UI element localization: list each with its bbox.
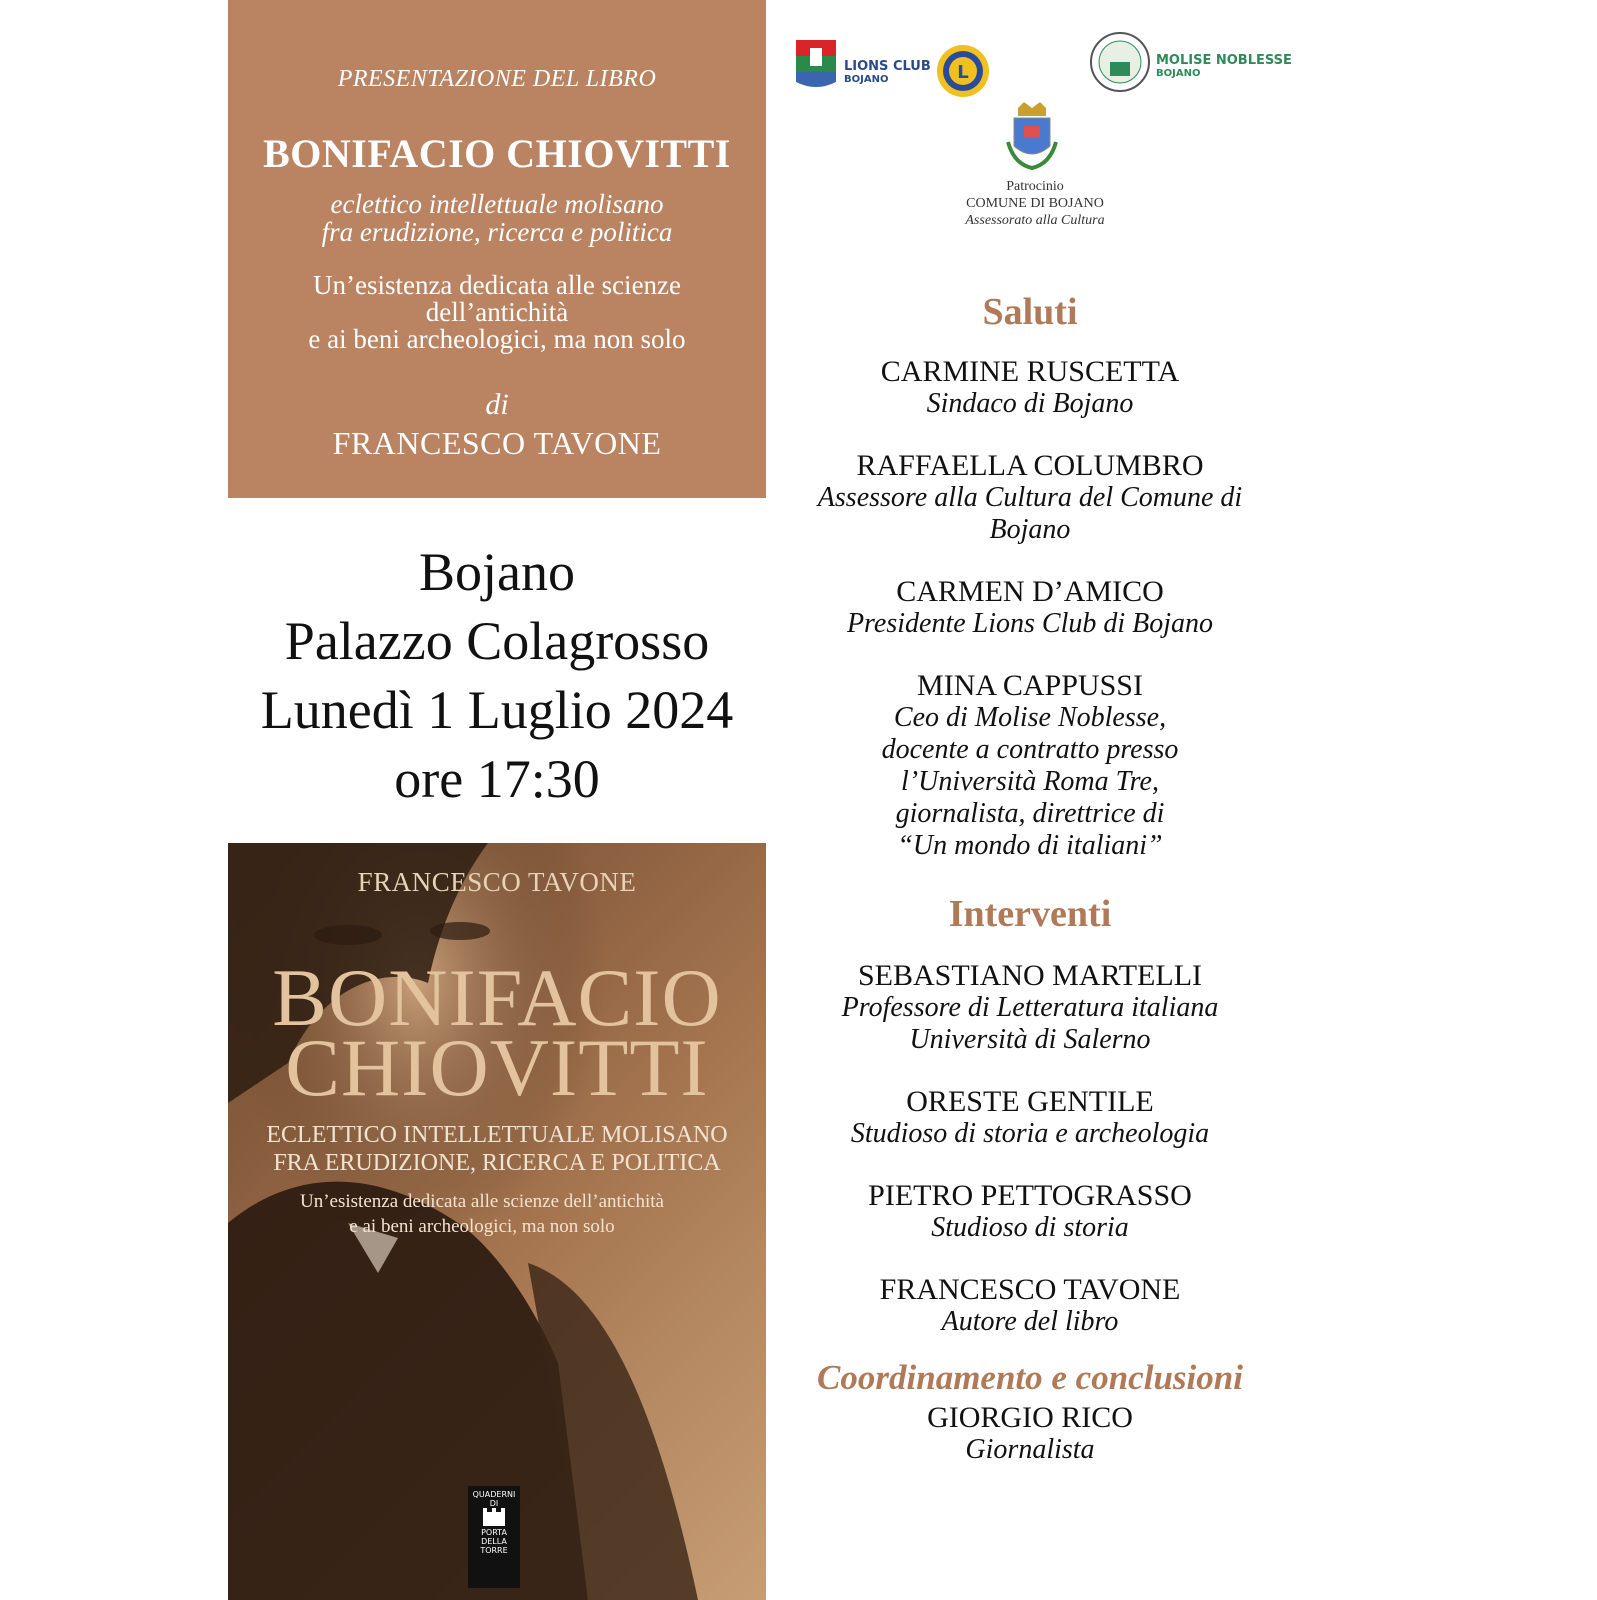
comune-name: COMUNE DI BOJANO (966, 196, 1104, 211)
speaker-role: Bojano (989, 514, 1071, 545)
program (780, 290, 1280, 1466)
cover-subtitle-line: ECLETTICO INTELLETTUALE MOLISANO (266, 1122, 728, 1148)
speaker-role: Autore del libro (941, 1306, 1119, 1337)
speaker-role: Università di Salerno (909, 1024, 1151, 1055)
speaker-entry (780, 1180, 1280, 1244)
book-author: FRANCESCO TAVONE (332, 425, 662, 461)
publisher-line: TORRE (480, 1546, 508, 1555)
speaker-name: RAFFAELLA COLUMBRO (856, 449, 1204, 482)
bojano-flag-icon (796, 38, 840, 90)
patrocinio-label: Patrocinio (1006, 179, 1064, 194)
assessorato-label: Assessorato alla Cultura (965, 213, 1105, 228)
publisher-line: PORTA (481, 1528, 507, 1537)
speaker-entry (780, 576, 1280, 640)
speaker-name: SEBASTIANO MARTELLI (857, 959, 1203, 992)
subtitle-line: fra erudizione, ricerca e politica (321, 217, 673, 247)
event-date: Lunedì 1 Luglio 2024 (260, 680, 734, 740)
speaker-role: Studioso di storia (931, 1212, 1129, 1243)
lions-club-text: LIONS CLUB (844, 59, 931, 74)
event-place: Bojano (419, 542, 575, 602)
speaker-role: docente a contratto presso (881, 734, 1179, 765)
description-line: Un’esistenza dedicata alle scienze (312, 270, 682, 300)
cover-author: FRANCESCO TAVONE (357, 867, 637, 897)
book-presentation-box (228, 0, 766, 498)
comune-coat-of-arms-icon (1006, 102, 1058, 172)
by-label: di (485, 388, 509, 421)
cover-description-line: Un’esistenza dedicata alle scienze dell’antichità (300, 1191, 664, 1212)
speaker-role: Giornalista (965, 1434, 1095, 1465)
speaker-entry (780, 356, 1280, 420)
presentation-kicker: PRESENTAZIONE DEL LIBRO (337, 66, 657, 92)
event-time: ore 17:30 (394, 749, 600, 809)
cover-description (258, 1189, 706, 1239)
description-line: e ai beni archeologici, ma non solo (308, 324, 686, 354)
speaker-name: MINA CAPPUSSI (917, 669, 1143, 702)
sponsor-logos (790, 30, 1290, 230)
speaker-entry (780, 670, 1280, 862)
book-cover (228, 843, 766, 1600)
speaker-name: PIETRO PETTOGRASSO (868, 1179, 1192, 1212)
book-description (248, 272, 746, 353)
speaker-role: Ceo di Molise Noblesse, (893, 702, 1167, 733)
speaker-role: l’Università Roma Tre, (901, 766, 1159, 797)
speaker-role: Sindaco di Bojano (926, 388, 1134, 419)
speaker-entry (780, 450, 1280, 546)
event-details (228, 538, 766, 814)
publisher-logo (468, 1486, 520, 1588)
noblesse-crest-icon (1090, 32, 1150, 92)
speaker-entry (780, 1274, 1280, 1338)
svg-text:L: L (957, 62, 969, 83)
speaker-role: Professore di Letteratura italiana (841, 992, 1219, 1023)
publisher-line: DELLA (481, 1537, 507, 1546)
speaker-name: FRANCESCO TAVONE (879, 1273, 1181, 1306)
speaker-name: CARMINE RUSCETTA (880, 355, 1180, 388)
interventi-heading: Interventi (948, 893, 1112, 935)
speaker-role: giornalista, direttrice di (895, 798, 1165, 829)
cover-subtitle (238, 1121, 756, 1177)
speaker-entry (780, 960, 1280, 1056)
tower-icon (479, 1508, 509, 1526)
speaker-name: ORESTE GENTILE (906, 1085, 1154, 1118)
cover-title (228, 952, 766, 1113)
lions-club-city: BOJANO (844, 74, 889, 85)
subtitle-line: eclettico intellettuale molisano (330, 189, 664, 219)
lions-emblem-icon (936, 44, 990, 98)
speaker-name: GIORGIO RICO (927, 1401, 1133, 1434)
noblesse-text: MOLISE NOBLESSE (1156, 53, 1292, 68)
cover-description-line: e ai beni archeologici, ma non solo (349, 1216, 615, 1237)
speaker-role: “Un mondo di italiani” (897, 830, 1163, 861)
description-line: dell’antichità (425, 297, 569, 327)
book-title: BONIFACIO CHIOVITTI (263, 131, 731, 176)
speaker-entry (780, 1086, 1280, 1150)
noblesse-city: BOJANO (1156, 68, 1201, 79)
cover-title-line: CHIOVITTI (285, 1022, 709, 1113)
book-subtitle (228, 190, 766, 246)
coordinamento-heading: Coordinamento e conclusioni (817, 1358, 1243, 1397)
speaker-role: Presidente Lions Club di Bojano (846, 608, 1214, 639)
cover-subtitle-line: FRA ERUDIZIONE, RICERCA E POLITICA (273, 1150, 721, 1176)
patrocinio-block (910, 178, 1160, 229)
speaker-role: Studioso di storia e archeologia (850, 1118, 1210, 1149)
speaker-role: Assessore alla Cultura del Comune di (817, 482, 1243, 513)
publisher-line: QUADERNI DI (472, 1490, 516, 1508)
speaker-name: CARMEN D’AMICO (896, 575, 1164, 608)
saluti-heading: Saluti (982, 291, 1078, 333)
cover-title-line: BONIFACIO (272, 952, 722, 1043)
event-venue: Palazzo Colagrosso (284, 611, 710, 671)
